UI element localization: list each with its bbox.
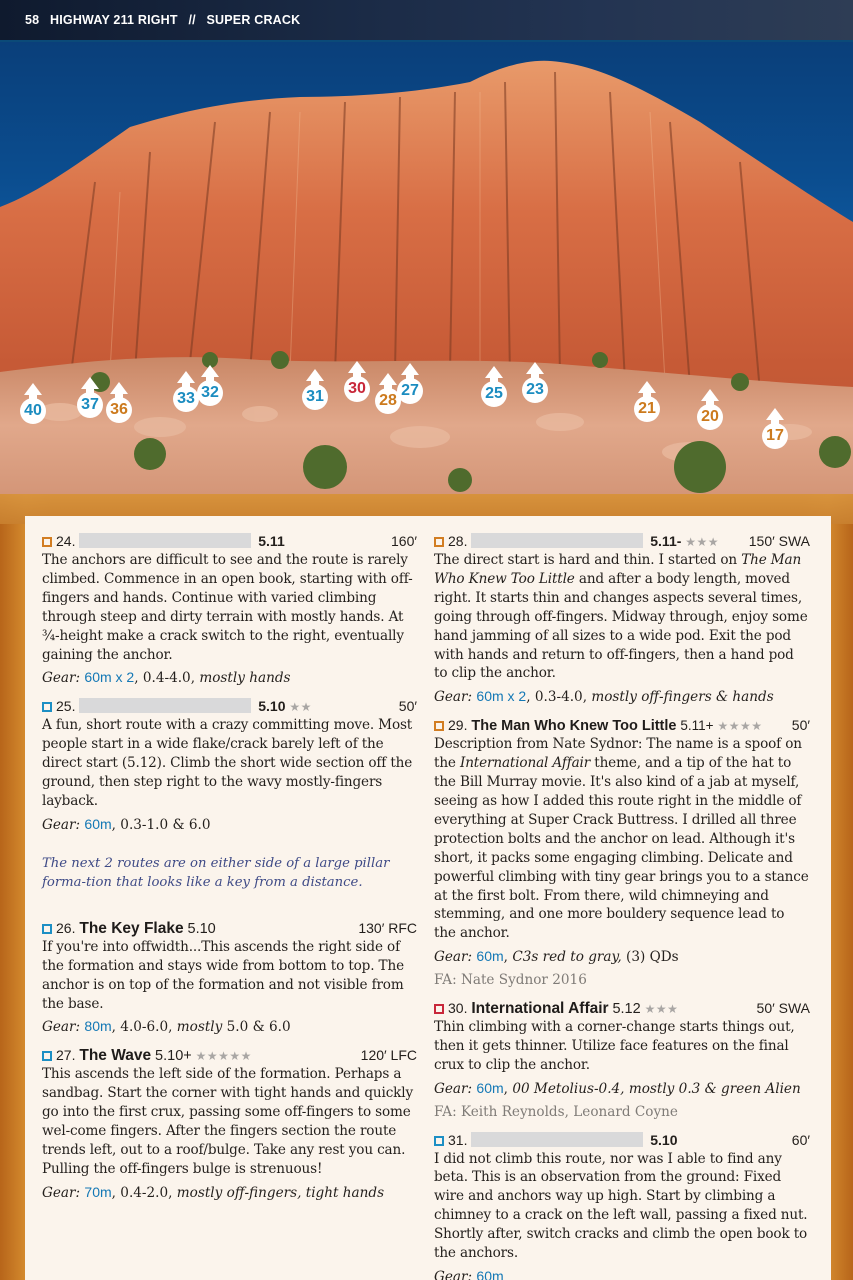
rope-length: 80m	[84, 1018, 112, 1035]
route-gear	[434, 687, 810, 707]
route-number: 25.	[56, 698, 76, 715]
subsection-title: SUPER CRACK	[206, 13, 301, 27]
route-number: 30.	[448, 1000, 468, 1017]
referenced-route-title: The Man Who Knew Too Little	[434, 552, 802, 587]
route-number: 26.	[56, 919, 76, 936]
route-header	[434, 716, 810, 735]
route-grade: 5.10	[650, 1131, 678, 1148]
route-30	[434, 999, 810, 1122]
star-rating: ★★★	[685, 535, 720, 549]
tick-checkbox[interactable]	[434, 721, 444, 731]
gear-notes: mostly off-fingers, tight hands	[176, 1184, 385, 1201]
route-gear	[434, 1079, 810, 1099]
rope-length: 60m	[476, 948, 504, 965]
route-marker-30: 30	[344, 361, 370, 401]
route-header	[434, 999, 810, 1018]
route-31	[434, 1131, 810, 1280]
route-number: 31.	[448, 1131, 468, 1148]
gear-label: Gear:	[42, 670, 81, 687]
gear-sizes: (3) QDs	[621, 949, 679, 966]
tick-checkbox[interactable]	[42, 1051, 52, 1061]
route-number: 24.	[56, 533, 76, 549]
route-description: Thin climbing with a corner-change starts things out, then it gets thinner. Utilize face features on the final crux to clip the anchor.	[434, 1019, 795, 1073]
route-marker-25: 25	[481, 366, 507, 406]
rope-length: 60m x 2	[84, 669, 135, 686]
gear-label: Gear:	[42, 1184, 81, 1201]
route-length: 50′	[791, 717, 810, 734]
star-rating: ★★★★★	[195, 1049, 252, 1064]
route-24	[42, 532, 417, 688]
gear-range: , 0.3-4.0,	[526, 689, 592, 706]
route-grade: 5.11-	[650, 533, 682, 549]
route-header	[42, 532, 417, 551]
left-column	[42, 532, 417, 1212]
route-description: The anchors are difficult to see and the route is rarely climbed. Commence in an open book, starting with off-fingers and hands. Continue with varied climbing through steep and dirty terrain with mostly hands. At ¾-height make a crack switch to the right, eventually gaining the anchor.	[42, 552, 413, 663]
route-name: The Man Who Knew Too Little	[471, 718, 677, 735]
gear-label: Gear:	[42, 816, 81, 833]
tick-checkbox[interactable]	[42, 702, 52, 712]
route-number: 28.	[448, 533, 468, 549]
route-29	[434, 716, 810, 990]
redacted-route-name	[79, 698, 251, 713]
route-description: Description from Nate Sydnor: The name is a spoof on the International Affair theme, and a tip of the hat to the Bill Murray movie. It's also kind of a jab at myself, seeing as how I added this route right in the middle of everything at Super Crack Buttress. I drilled all three protection bolts and the anchor on lead. Although it's short, it packs some engaging climbing. Delicate and powerful climbing with tiny gear brings you to a stance at the first bolt. From there, wild chimneying and stemming, and one more bouldery sequence lead to the anchor.	[434, 736, 809, 942]
rope-length: 60m x 2	[476, 688, 527, 705]
gear-notes: mostly	[176, 1019, 223, 1036]
route-grade: 5.10+	[155, 1048, 192, 1065]
rope-length: 60m	[476, 1268, 504, 1280]
route-grade: 5.12	[612, 1001, 641, 1018]
route-marker-33: 33	[173, 371, 199, 411]
route-26	[42, 919, 417, 1038]
gear-label: Gear:	[434, 689, 473, 706]
route-28	[434, 532, 810, 707]
route-marker-21: 21	[634, 381, 660, 421]
route-grade: 5.10	[187, 920, 216, 937]
rope-length: 70m	[84, 1183, 112, 1200]
gear-notes: 00 Metolius-0.4, mostly 0.3 & green Alien	[512, 1080, 801, 1097]
referenced-route-title: International Affair	[459, 755, 591, 772]
route-25	[42, 697, 417, 834]
gear-range: , 4.0-6.0,	[111, 1019, 177, 1036]
route-name: The Key Flake	[79, 919, 184, 937]
first-ascent: FA: Keith Reynolds, Leonard Coyne	[434, 1103, 678, 1120]
route-header	[434, 1131, 810, 1150]
rope-length: 60m	[476, 1079, 504, 1096]
route-marker-20: 20	[697, 389, 723, 429]
gear-notes: mostly hands	[199, 670, 291, 687]
section-title: HIGHWAY 211 RIGHT	[50, 13, 178, 27]
page-header	[0, 0, 853, 42]
route-header	[42, 697, 417, 716]
route-27	[42, 1046, 417, 1202]
star-rating: ★★★	[644, 1002, 679, 1017]
gear-range: ,	[503, 949, 513, 966]
tick-checkbox[interactable]	[434, 537, 444, 547]
tick-checkbox[interactable]	[434, 1136, 444, 1146]
header-separator: //	[188, 13, 196, 27]
route-header	[42, 1046, 417, 1065]
gear-label: Gear:	[42, 1019, 81, 1036]
route-length: 150′ SWA	[748, 533, 810, 549]
route-length: 130′ RFC	[358, 919, 417, 936]
route-length: 60′	[791, 1131, 810, 1148]
route-description: The direct start is hard and thin. I started on The Man Who Knew Too Little and after a body length, moved right. It starts thin and changes aspects several times, going through off-fingers. Midway through, enjoy some hand jamming of all sizes to a wide pod. Exit the pod with hands and return to off-fingers, then a hand pod to clip the anchor.	[434, 552, 808, 682]
route-header	[434, 532, 810, 551]
redacted-route-name	[79, 533, 251, 548]
crag-photo	[0, 42, 853, 494]
route-gear	[42, 668, 417, 688]
gear-label: Gear:	[434, 1080, 473, 1097]
route-grade: 5.11+	[680, 718, 714, 734]
route-description: I did not climb this route, nor was I able to find any beta. This is an observation from the ground: Fixed wire and anchors way up high. Start by climbing a chimney to a crack on the left wall, passing a fixed nut. Shortly after, switch cracks and climb the open book to the anchors.	[434, 1150, 808, 1262]
route-gear	[42, 815, 417, 835]
route-marker-36: 36	[106, 382, 132, 422]
tick-checkbox[interactable]	[42, 924, 52, 934]
tick-checkbox[interactable]	[434, 1004, 444, 1014]
page-number: 58	[25, 13, 40, 27]
route-gear	[42, 1017, 417, 1037]
gear-sizes: 5.0 & 6.0	[222, 1019, 291, 1036]
gear-range: ,	[503, 1080, 513, 1097]
route-gear	[434, 947, 810, 967]
route-length: 50′	[398, 698, 417, 715]
route-description: This ascends the left side of the formation. Perhaps a sandbag. Start the corner with tight hands and quickly go into the first crux, passing some off-fingers to some wel-come fingers. After the fingers section the route trends left, out to a roof/bulge. Take any rest you can. Pulling the off-fingers bulge is strenuous!	[42, 1066, 413, 1177]
redacted-route-name	[471, 533, 643, 548]
route-number: 29.	[448, 717, 468, 734]
star-rating: ★★★★	[717, 719, 763, 734]
route-number: 27.	[56, 1047, 76, 1064]
route-grade: 5.10	[258, 698, 286, 715]
star-rating: ★★	[289, 700, 312, 715]
route-marker-37: 37	[77, 377, 103, 417]
route-gear	[42, 1183, 417, 1203]
redacted-route-name	[471, 1132, 643, 1147]
gear-range: , 0.4-2.0,	[111, 1184, 177, 1201]
gear-label: Gear:	[434, 1269, 473, 1280]
route-length: 160′	[391, 533, 417, 549]
route-length: 50′ SWA	[756, 1000, 810, 1017]
route-header	[42, 919, 417, 938]
gear-label: Gear:	[434, 949, 473, 966]
route-name: International Affair	[471, 1000, 609, 1018]
route-marker-23: 23	[522, 362, 548, 402]
route-marker-40: 40	[20, 383, 46, 423]
running-header	[25, 13, 307, 27]
right-column	[434, 532, 810, 1280]
tick-checkbox[interactable]	[42, 537, 52, 547]
route-marker-31: 31	[302, 369, 328, 409]
route-description: If you're into offwidth...This ascends the right side of the formation and stays wide from bottom to top. The anchor is on top of the formation and not visible from the base.	[42, 938, 404, 1012]
first-ascent: FA: Nate Sydnor 2016	[434, 972, 587, 989]
route-descriptions-panel	[25, 516, 831, 1280]
gear-notes: C3s red to gray,	[512, 949, 622, 966]
route-marker-27: 27	[397, 363, 423, 403]
route-name: The Wave	[79, 1047, 152, 1065]
gear-range: , 0.3-1.0 & 6.0	[111, 816, 211, 833]
route-description: A fun, short route with a crazy committing move. Most people start in a wide flake/crack barely left of the direct start (5.12). Climb the short wide section off the ground, then step right to the wavy mostly-fingers layback.	[42, 717, 413, 809]
route-grade: 5.11	[258, 533, 285, 549]
sidebar-note: The next 2 routes are on either side of a large pillar forma-tion that looks like a key from a distance.	[42, 855, 390, 890]
gear-notes: mostly off-fingers & hands	[591, 689, 774, 706]
cliff-illustration	[0, 42, 853, 494]
route-gear	[434, 1267, 810, 1280]
gear-range: , 0.4-4.0,	[134, 670, 200, 687]
route-marker-32: 32	[197, 365, 223, 405]
route-marker-17: 17	[762, 408, 788, 448]
route-length: 120′ LFC	[360, 1047, 417, 1064]
route-marker-28: 28	[375, 373, 401, 413]
rope-length: 60m	[84, 815, 112, 832]
